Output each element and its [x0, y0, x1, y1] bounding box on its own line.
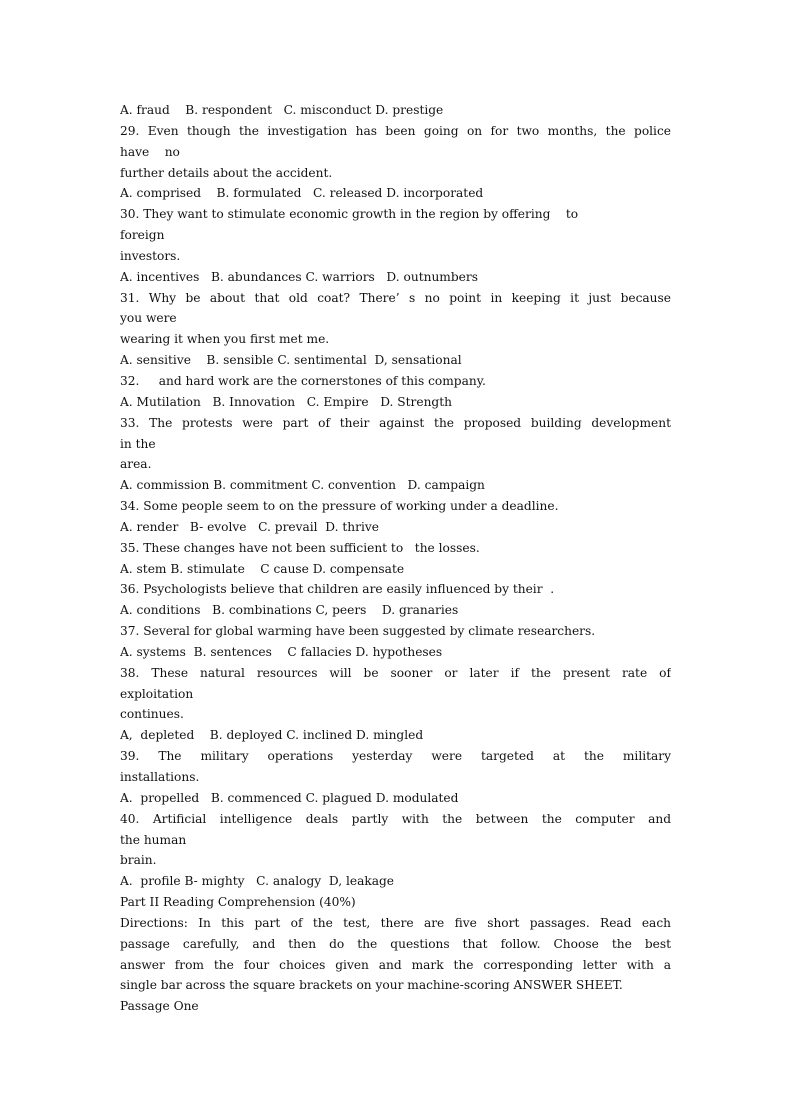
text-line: A. commission B. commitment C. convention D. campaign	[120, 478, 485, 493]
text-line: A. render B- evolve C. prevail D. thrive	[120, 519, 379, 534]
text-line: A. Mutilation B. Innovation C. Empire D. Strength	[120, 394, 452, 409]
text-line: answer from the four choices given and mark the corresponding letter with a	[120, 957, 671, 972]
text-line: A. sensitive B. sensible C. sentimental D, sensational	[120, 353, 462, 368]
text-line: exploitation	[120, 686, 194, 701]
text-line: Directions: In this part of the test, there are five short passages. Read each	[120, 915, 671, 930]
text-line: continues.	[120, 707, 184, 722]
text-line: A. fraud B. respondent C. misconduct D. prestige	[120, 103, 444, 117]
text-line: the human	[120, 832, 187, 847]
text-line: 30. They want to stimulate economic growth in the region by offering to	[120, 207, 579, 222]
text-line: Part II Reading Comprehension (40%)	[120, 895, 356, 910]
text-line: A. stem B. stimulate C cause D. compensate	[120, 561, 405, 576]
document-page	[120, 100, 671, 1017]
text-line: 32. and hard work are the cornerstones of this company.	[120, 373, 486, 388]
text-line: brain.	[120, 853, 157, 868]
text-line: wearing it when you first met me.	[120, 332, 330, 347]
text-line: A. systems B. sentences C fallacies D. hypotheses	[120, 644, 443, 659]
text-line: A. propelled B. commenced C. plagued D. modulated	[120, 790, 459, 805]
text-line: A. comprised B. formulated C. released D. incorporated	[120, 186, 484, 201]
text-line: passage carefully, and then do the questions that follow. Choose the best	[120, 936, 671, 951]
text-line: single bar across the square brackets on your machine-scoring ANSWER SHEET.	[120, 978, 623, 993]
text-line: 29. Even though the investigation has been going on for two months, the police	[120, 123, 671, 138]
text-line: further details about the accident.	[120, 165, 333, 180]
text-line: investors.	[120, 248, 181, 263]
text-line: 40. Artificial intelligence deals partly with the between the computer and	[120, 811, 671, 826]
text-line: 37. Several for global warming have been suggested by climate researchers.	[120, 624, 596, 639]
text-line: installations.	[120, 770, 200, 784]
text-line: 38. These natural resources will be sooner or later if the present rate of	[120, 665, 671, 680]
text-line: have no	[120, 144, 180, 159]
text-line: A. profile B- mighty C. analogy D, leakage	[120, 874, 395, 889]
text-line: 34. Some people seem to on the pressure of working under a deadline.	[120, 499, 559, 514]
text-line: 35. These changes have not been sufficient to the losses.	[120, 540, 480, 555]
text-line: 36. Psychologists believe that children are easily influenced by their .	[120, 582, 555, 597]
text-line: A. incentives B. abundances C. warriors D. outnumbers	[120, 269, 478, 284]
text-line: area.	[120, 457, 152, 472]
text-line: Passage One	[120, 999, 199, 1014]
text-line: you were	[120, 311, 177, 326]
text-line: 33. The protests were part of their against the proposed building development	[120, 415, 671, 430]
text-line: foreign	[120, 228, 165, 243]
text-line: A. conditions B. combinations C, peers D. granaries	[120, 603, 459, 618]
text-line: 39. The military operations yesterday were targeted at the military	[120, 749, 671, 764]
text-line: 31. Why be about that old coat? There’ s no point in keeping it just because	[120, 290, 671, 305]
text-line: in the	[120, 436, 156, 451]
text-line: A, depleted B. deployed C. inclined D. mingled	[120, 728, 424, 743]
